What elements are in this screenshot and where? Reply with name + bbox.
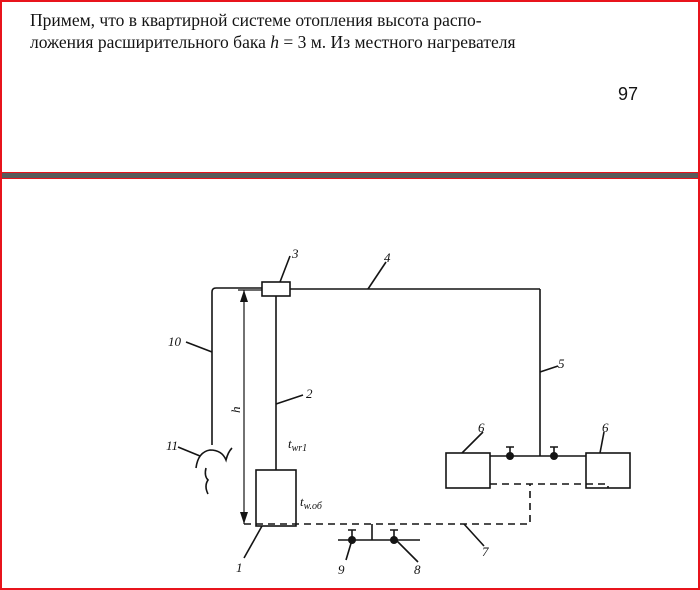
label-11: 11 (166, 438, 179, 453)
label-t-wob (300, 494, 323, 512)
label-t-wr1-main: t (288, 436, 292, 451)
leader-10 (186, 342, 212, 352)
label-3: 3 (292, 246, 299, 261)
label-t-wr1 (288, 436, 307, 454)
radiator-6-right (586, 453, 630, 488)
leader-4 (368, 262, 386, 289)
leader-1 (244, 526, 262, 558)
hook-11 (196, 448, 232, 494)
valve-8 (390, 536, 398, 544)
leader-3 (280, 256, 290, 282)
label-t-wob-main: t (300, 494, 304, 509)
label-4: 4 (384, 250, 391, 265)
leader-5 (540, 366, 558, 372)
label-t-wr1-sub: wr1 (291, 443, 308, 454)
leader-7 (464, 524, 484, 546)
label-6-right: 6 (602, 420, 609, 435)
leader-2 (276, 395, 303, 404)
label-1: 1 (236, 560, 243, 575)
radiator-6-left (446, 453, 490, 488)
page-number: 97 (618, 84, 639, 104)
label-6-left: 6 (478, 420, 485, 435)
valve-left (506, 452, 514, 460)
label-8: 8 (414, 562, 421, 577)
text-line-1: Примем, что в квартирной системе отопления высота распо- (30, 10, 482, 30)
label-9: 9 (338, 562, 345, 577)
valve-right (550, 452, 558, 460)
dimension-h-arrow-top (240, 290, 248, 302)
text-line-2-end: = 3 м. Из местного нагревателя (278, 32, 516, 52)
leader-8 (396, 540, 418, 562)
leader-11 (178, 447, 200, 456)
valve-9 (348, 536, 356, 544)
text-line-2-start: ложения расширительного бака (30, 32, 271, 52)
dimension-h-arrow-bottom (240, 512, 248, 524)
h-symbol: h (270, 32, 279, 52)
heater-1 (256, 470, 296, 526)
label-7: 7 (482, 544, 489, 559)
leader-6b (600, 432, 604, 453)
expansion-tank-3 (262, 282, 290, 296)
leader-6a (462, 432, 483, 453)
label-h: h (228, 406, 243, 413)
pipe-10 (212, 288, 262, 445)
label-t-wob-sub: w.об (303, 501, 322, 512)
label-2: 2 (306, 386, 313, 401)
label-5: 5 (558, 356, 565, 371)
label-10: 10 (168, 334, 181, 349)
